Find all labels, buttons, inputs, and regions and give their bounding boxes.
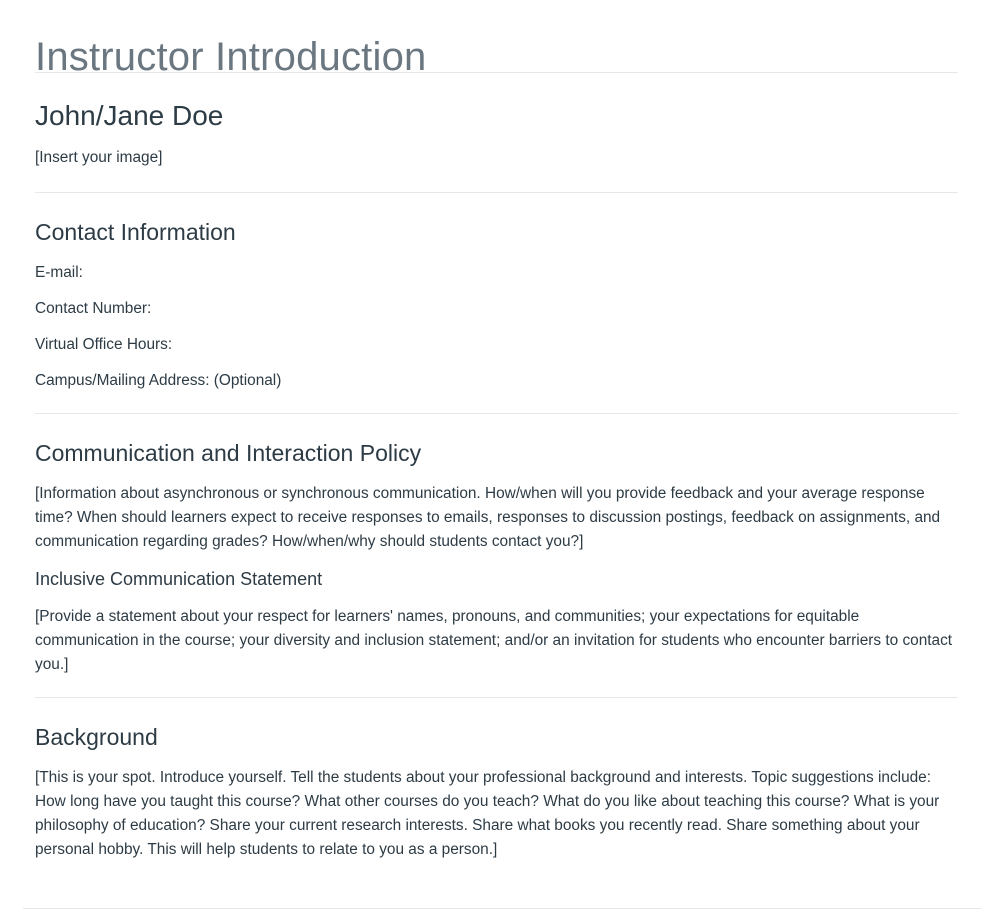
communication-section: [35, 414, 958, 697]
contact-phone: Contact Number:: [35, 300, 152, 317]
communication-heading: Communication and Interaction Policy: [35, 440, 422, 466]
page-content: [35, 0, 958, 862]
background-heading: Background: [35, 724, 158, 750]
background-body: [This is your spot. Introduce yourself. Tell the students about your professional background and interests. Topic suggestions include: How long have you taught this course? What other courses do you teach? What do you like about teaching this course? What is your philosophy of education? Share your current research interests. Share what books you recently read. Share something about your personal hobby. This will help students to relate to you as a person.]: [35, 769, 940, 858]
inclusive-body: [Provide a statement about your respect for learners' names, pronouns, and communities; your expectations for equitable communication in the course; your diversity and inclusion statement; and/or an invitation for students who encounter barriers to contact you.]: [35, 608, 953, 673]
inclusive-heading: Inclusive Communication Statement: [35, 569, 323, 589]
instructor-section: [35, 73, 958, 192]
instructor-name: John/Jane Doe: [35, 100, 224, 131]
contact-email: E-mail:: [35, 264, 83, 281]
page-title: Instructor Introduction: [35, 35, 427, 79]
communication-body: [Information about asynchronous or synchronous communication. How/when will you provide feedback and your average response time? When should learners expect to receive responses to emails, responses to discussion postings, feedback on assignments, and communication regarding grades? How/when/why should students contact you?]: [35, 485, 941, 550]
bottom-divider: [23, 908, 981, 909]
contact-heading: Contact Information: [35, 219, 236, 245]
background-section: [35, 698, 958, 862]
contact-section: [35, 193, 958, 413]
image-placeholder: [Insert your image]: [35, 149, 163, 166]
contact-office-hours: Virtual Office Hours:: [35, 336, 173, 353]
contact-address: Campus/Mailing Address: (Optional): [35, 372, 282, 389]
